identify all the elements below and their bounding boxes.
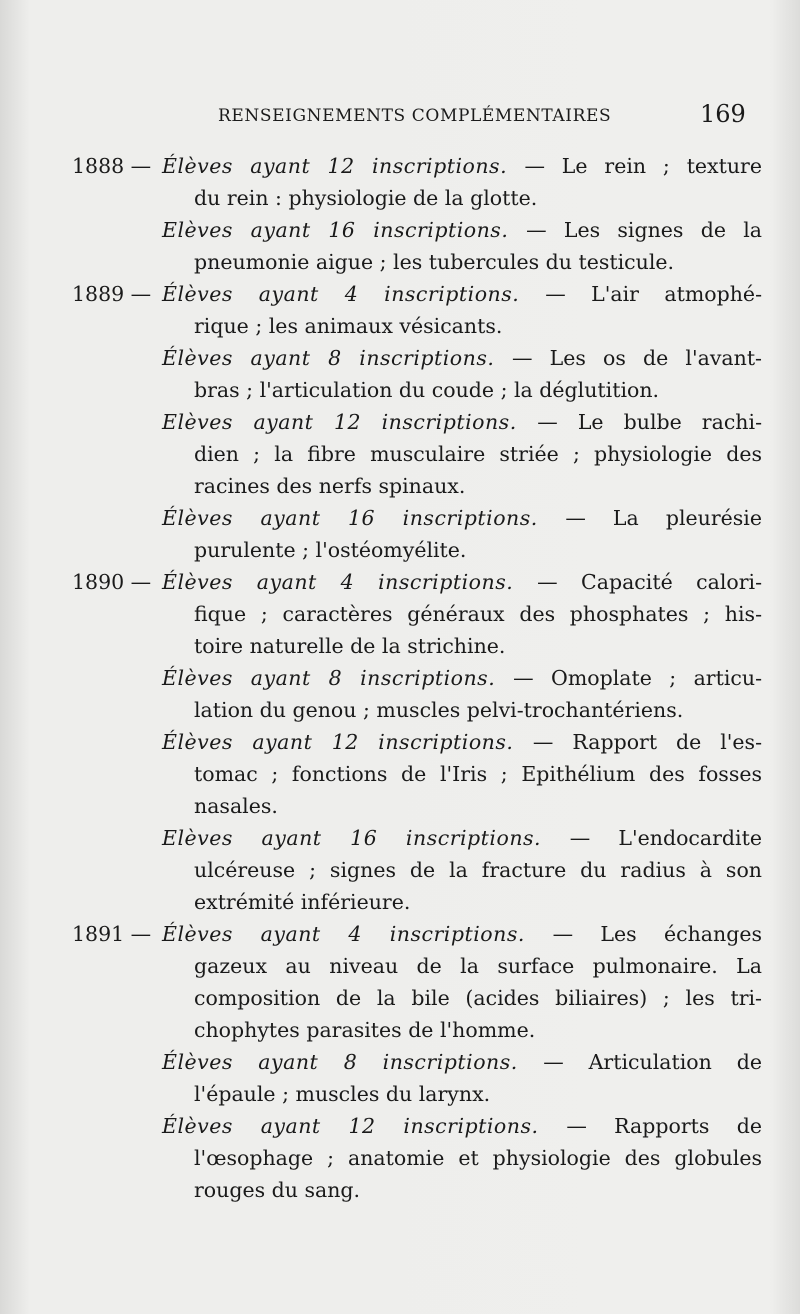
subject-text: racines des nerfs spinaux. [194,474,466,498]
entry-11 [72,1046,762,1110]
entry-text [162,406,762,502]
entry-year: 1888 — [72,154,152,178]
text-line [162,854,762,886]
entry-1 [72,214,762,278]
entry-year: 1891 — [72,922,152,946]
page-header [0,100,800,140]
text-line [162,790,762,822]
subject-text: lation du genou ; muscles pelvi-trochantériens. [194,698,684,722]
subject-text: purulente ; l'ostéomyélite. [194,538,467,562]
subject-text: gazeux au niveau de la surface pulmonaire. La [194,954,762,978]
subject-text: — Les os de l'avant- [512,346,762,370]
subject-text: — Le rein ; texture [524,154,762,178]
entry-9 [72,822,762,918]
text-line [162,1174,762,1206]
student-group-label: Élèves ayant 4 inscriptions. [162,282,546,306]
subject-text: du rein : physiologie de la glotte. [194,186,538,210]
student-group-label: Élèves ayant 12 inscriptions. [162,730,533,754]
subject-text: — Articulation de [543,1050,762,1074]
entry-12 [72,1110,762,1206]
student-group-label: Élèves ayant 8 inscriptions. [162,1050,544,1074]
text-line [162,1142,762,1174]
subject-text: — Capacité calori- [537,570,762,594]
student-group-label: Élèves ayant 4 inscriptions. [162,922,553,946]
student-group-label: Elèves ayant 12 inscriptions. [162,410,538,434]
subject-text: — La pleurésie [565,506,762,530]
student-group-label: Élèves ayant 12 inscriptions. [162,1114,567,1138]
entry-year: 1889 — [72,282,152,306]
text-line [162,1046,762,1078]
text-line [162,1014,762,1046]
text-line [162,630,762,662]
entry-10 [72,918,762,1046]
text-line [162,438,762,470]
text-line [162,1110,762,1142]
entry-text [162,822,762,918]
subject-text: chophytes parasites de l'homme. [194,1018,536,1042]
student-group-label: Élèves ayant 16 inscriptions. [162,506,566,530]
subject-text: — Les échanges [552,922,762,946]
subject-text: nasales. [194,794,278,818]
subject-text: — Le bulbe rachi- [537,410,762,434]
text-line [162,822,762,854]
text-line [162,182,762,214]
subject-text: ulcéreuse ; signes de la fracture du radius à son [194,858,762,882]
entry-8 [72,726,762,822]
student-group-label: Élèves ayant 8 inscriptions. [162,666,514,690]
text-line [162,342,762,374]
text-line [162,662,762,694]
entry-2 [72,278,762,342]
text-line [162,1078,762,1110]
subject-text: l'épaule ; muscles du larynx. [194,1082,491,1106]
subject-text: — L'air atmophé- [545,282,762,306]
student-group-label: Elèves ayant 16 inscriptions. [162,218,527,242]
text-line [162,246,762,278]
entry-text [162,726,762,822]
subject-text: toire naturelle de la strichine. [194,634,506,658]
text-line [162,694,762,726]
entry-4 [72,406,762,502]
subject-text: rique ; les animaux vésicants. [194,314,503,338]
subject-text: — Rapport de l'es- [532,730,763,754]
running-title: RENSEIGNEMENTS COMPLÉMENTAIRES [218,106,612,126]
subject-text: rouges du sang. [194,1178,361,1202]
text-line [162,214,762,246]
text-line [162,598,762,630]
subject-text: bras ; l'articulation du coude ; la déglutition. [194,378,660,402]
subject-text: dien ; la fibre musculaire striée ; physiologie des [194,442,762,466]
text-line [162,470,762,502]
subject-text: — Rapports de [566,1114,762,1138]
student-group-label: Élèves ayant 8 inscriptions. [162,346,513,370]
page-number: 169 [700,100,746,128]
text-line [162,310,762,342]
entry-text [162,1046,762,1110]
text-line [162,502,762,534]
entry-0 [72,150,762,214]
subject-text: pneumonie aigue ; les tubercules du testicule. [194,250,675,274]
text-line [162,758,762,790]
subject-text: extrémité inférieure. [194,890,411,914]
text-line [162,566,762,598]
student-group-label: Élèves ayant 4 inscriptions. [162,570,538,594]
text-line [162,886,762,918]
entry-6 [72,566,762,662]
subject-text: — Omoplate ; articu- [513,666,762,690]
entry-text [162,278,762,342]
text-line [162,982,762,1014]
entry-text [162,342,762,406]
subject-text: fique ; caractères généraux des phosphates ; his- [194,602,762,626]
student-group-label: Élèves ayant 12 inscriptions. [162,154,525,178]
text-line [162,918,762,950]
entry-text [162,662,762,726]
entry-text [162,214,762,278]
entry-7 [72,662,762,726]
text-line [162,534,762,566]
entry-5 [72,502,762,566]
text-line [162,150,762,182]
entry-year: 1890 — [72,570,152,594]
text-line [162,950,762,982]
subject-text: l'œsophage ; anatomie et physiologie des globules [194,1146,762,1170]
entry-text [162,150,762,214]
text-line [162,406,762,438]
subject-text: — Les signes de la [526,218,763,242]
student-group-label: Elèves ayant 16 inscriptions. [162,826,570,850]
subject-text: composition de la bile (acides biliaires) ; les tri- [194,986,762,1010]
text-line [162,726,762,758]
subject-text: — L'endocardite [569,826,762,850]
entry-text [162,502,762,566]
entry-text [162,1110,762,1206]
text-line [162,278,762,310]
text-line [162,374,762,406]
entry-text [162,566,762,662]
entry-3 [72,342,762,406]
subject-text: tomac ; fonctions de l'Iris ; Epithélium des fosses [194,762,762,786]
page-body [72,150,762,1206]
entry-text [162,918,762,1046]
